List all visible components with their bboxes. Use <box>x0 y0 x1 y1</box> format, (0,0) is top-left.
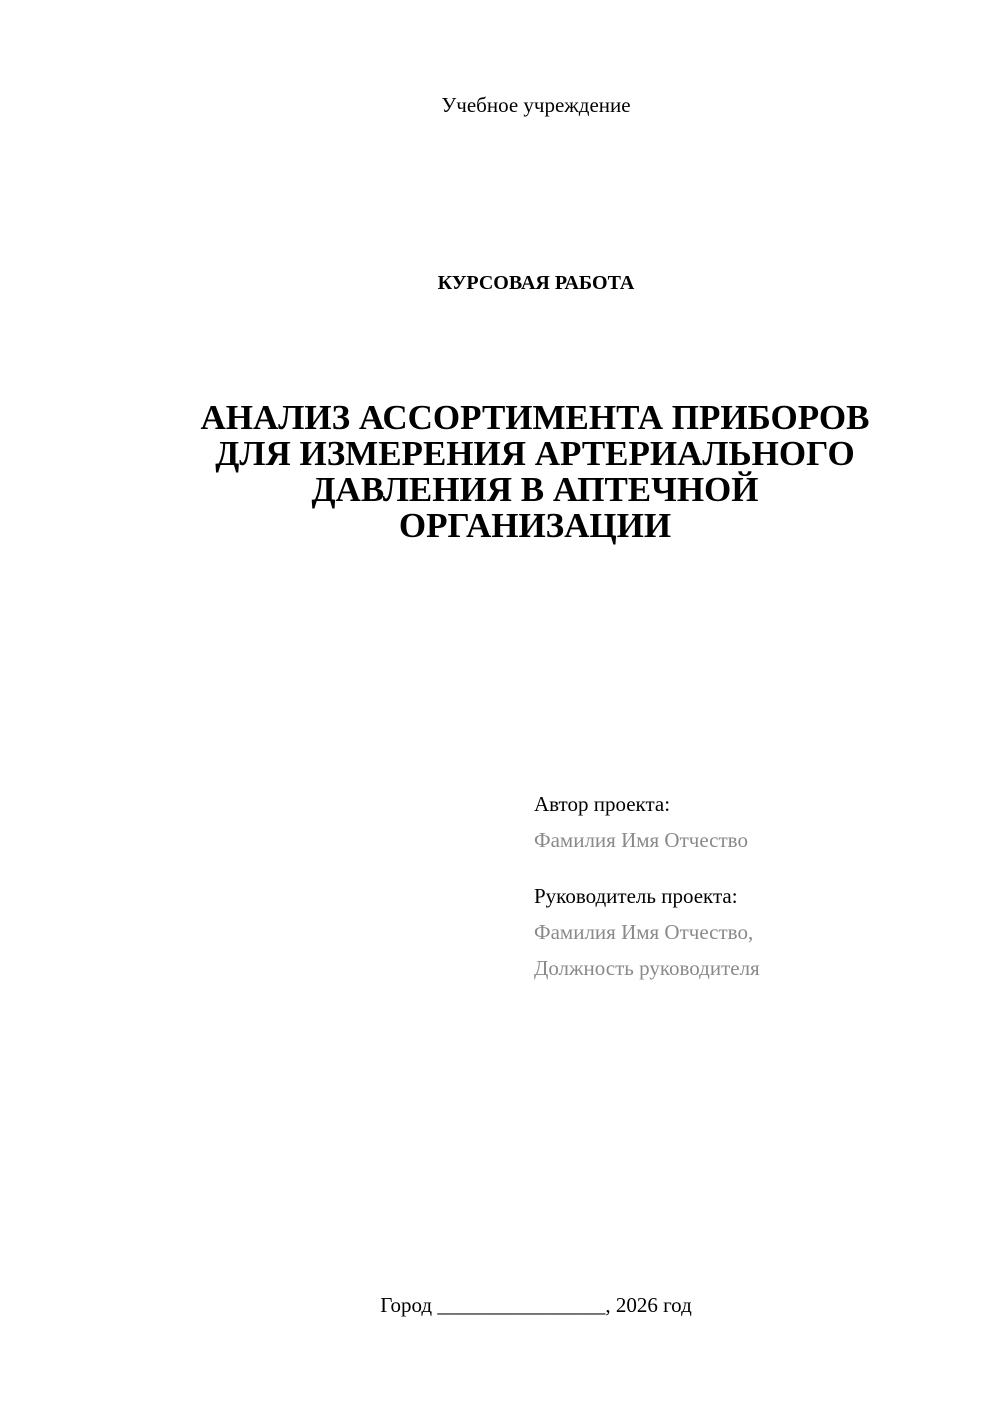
city-year-line: Город ________________, 2026 год <box>380 1293 692 1317</box>
signature-block <box>534 790 974 986</box>
supervisor-label: Руководитель проекта: <box>534 884 738 908</box>
title-line: ДАВЛЕНИЯ В АПТЕЧНОЙ <box>311 470 759 509</box>
document-title <box>150 400 920 544</box>
author-block <box>534 790 974 858</box>
title-line: ОРГАНИЗАЦИИ <box>398 506 672 545</box>
institution-name: Учебное учреждение <box>441 93 631 117</box>
title-line: АНАЛИЗ АССОРТИМЕНТА ПРИБОРОВ <box>200 398 870 437</box>
supervisor-block <box>534 882 974 986</box>
work-type-heading: КУРСОВАЯ РАБОТА <box>437 272 635 294</box>
author-name: Фамилия Имя Отчество <box>534 828 748 852</box>
title-line: ДЛЯ ИЗМЕРЕНИЯ АРТЕРИАЛЬНОГО <box>215 434 855 473</box>
supervisor-position: Должность руководителя <box>534 956 760 980</box>
supervisor-name: Фамилия Имя Отчество, <box>534 920 754 944</box>
author-label: Автор проекта: <box>534 792 671 816</box>
